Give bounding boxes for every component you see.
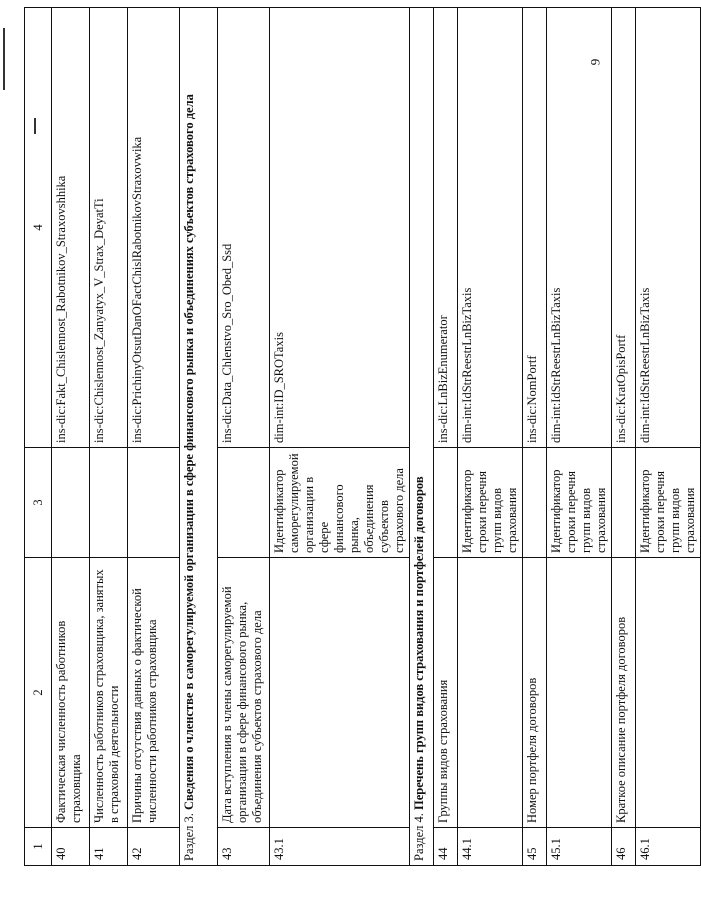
table-row <box>52 8 90 866</box>
indicator-description <box>90 448 128 558</box>
row-number: 44 <box>434 828 458 866</box>
section-heading <box>410 8 434 866</box>
section-row <box>180 8 218 866</box>
page-number: 9 <box>587 58 603 66</box>
table-row <box>523 8 547 866</box>
indicator-name: Номер портфеля договоров <box>523 558 547 828</box>
table-row <box>547 8 612 866</box>
xbrl-code: ins-dic:NomPortf <box>523 8 547 448</box>
indicator-description <box>218 448 270 558</box>
header-cell: 1 <box>25 828 52 866</box>
indicator-name: Фактическая численность работников страховщика <box>52 558 90 828</box>
indicator-description: Идентификатор строки перечня групп видов страхования <box>547 448 612 558</box>
header-cell: 2 <box>25 558 52 828</box>
header-cell: 3 <box>25 448 52 558</box>
indicator-description <box>612 448 636 558</box>
indicator-description: Идентификатор строки перечня групп видов страхования <box>458 448 523 558</box>
indicator-name: Краткое описание портфеля договоров <box>612 558 636 828</box>
indicator-name: Причины отсутствия данных о фактической численности работников страховщика <box>128 558 180 828</box>
row-number: 46.1 <box>636 828 701 866</box>
row-number: 43 <box>218 828 270 866</box>
table-row <box>434 8 458 866</box>
indicator-name <box>270 558 410 828</box>
scan-mark <box>3 28 5 90</box>
indicator-name <box>547 558 612 828</box>
indicator-description: Идентификатор саморегулируемой организации в сфере финансового рынка, объединения субъектов страхового дела <box>270 448 410 558</box>
row-number: 42 <box>128 828 180 866</box>
section-heading <box>180 8 218 866</box>
row-number: 40 <box>52 828 90 866</box>
header-cell: 4 <box>25 8 52 448</box>
xbrl-code: ins-dic:Data_Chlenstvo_Sro_Obed_Ssd <box>218 8 270 448</box>
indicator-description: Идентификатор строки перечня групп видов страхования <box>636 448 701 558</box>
indicator-name <box>636 558 701 828</box>
row-number: 44.1 <box>458 828 523 866</box>
xbrl-code: dim-int:IdStrReestrLnBizTaxis <box>547 8 612 448</box>
xbrl-code: dim-int:ID_SROTaxis <box>270 8 410 448</box>
table-row <box>270 8 410 866</box>
section-row <box>410 8 434 866</box>
table-row <box>458 8 523 866</box>
table-row <box>90 8 128 866</box>
section-prefix: Раздел 4. <box>412 813 426 861</box>
indicator-name: Дата вступления в члены саморегулируемой организации в сфере финансового рынка, объединения субъектов страхового дела <box>218 558 270 828</box>
indicator-description <box>52 448 90 558</box>
indicator-description <box>128 448 180 558</box>
section-title: Сведения о членстве в саморегулируемой организации в сфере финансового рынка и объединениях субъектов страхового дела <box>182 94 196 811</box>
xbrl-code: ins-dic:Fakt_Chislennost_Rabotnikov_Straxovshhika <box>52 8 90 448</box>
header-row <box>25 8 52 866</box>
table-row <box>218 8 270 866</box>
section-prefix: Раздел 3. <box>182 813 196 861</box>
row-number: 45.1 <box>547 828 612 866</box>
table-row <box>636 8 701 866</box>
table-body <box>25 8 701 866</box>
row-number: 46 <box>612 828 636 866</box>
row-number: 45 <box>523 828 547 866</box>
row-number: 41 <box>90 828 128 866</box>
xbrl-code: ins-dic:PrichinyOtsutDanOFactChislRabotnikovStraxovwika <box>128 8 180 448</box>
xbrl-code: ins-dic:Chislennost_Zanyatyx_V_Strax_DeyatTi <box>90 8 128 448</box>
row-number: 43.1 <box>270 828 410 866</box>
xbrl-code: ins-dic:KratOpisPortf <box>612 8 636 448</box>
indicator-description <box>434 448 458 558</box>
indicator-name: Группы видов страхования <box>434 558 458 828</box>
indicator-name <box>458 558 523 828</box>
rotated-page <box>24 8 697 866</box>
indicator-name: Численность работников страховщика, занятых в страховой деятельности <box>90 558 128 828</box>
indicator-description <box>523 448 547 558</box>
xbrl-code: dim-int:IdStrReestrLnBizTaxis <box>458 8 523 448</box>
table-row <box>128 8 180 866</box>
xbrl-code: dim-int:IdStrReestrLnBizTaxis <box>636 8 701 448</box>
section-title: Перечень групп видов страхования и портфелей договоров <box>412 476 426 811</box>
data-table <box>24 7 701 866</box>
table-row <box>612 8 636 866</box>
xbrl-code: ins-dic:LnBizEnumerator <box>434 8 458 448</box>
